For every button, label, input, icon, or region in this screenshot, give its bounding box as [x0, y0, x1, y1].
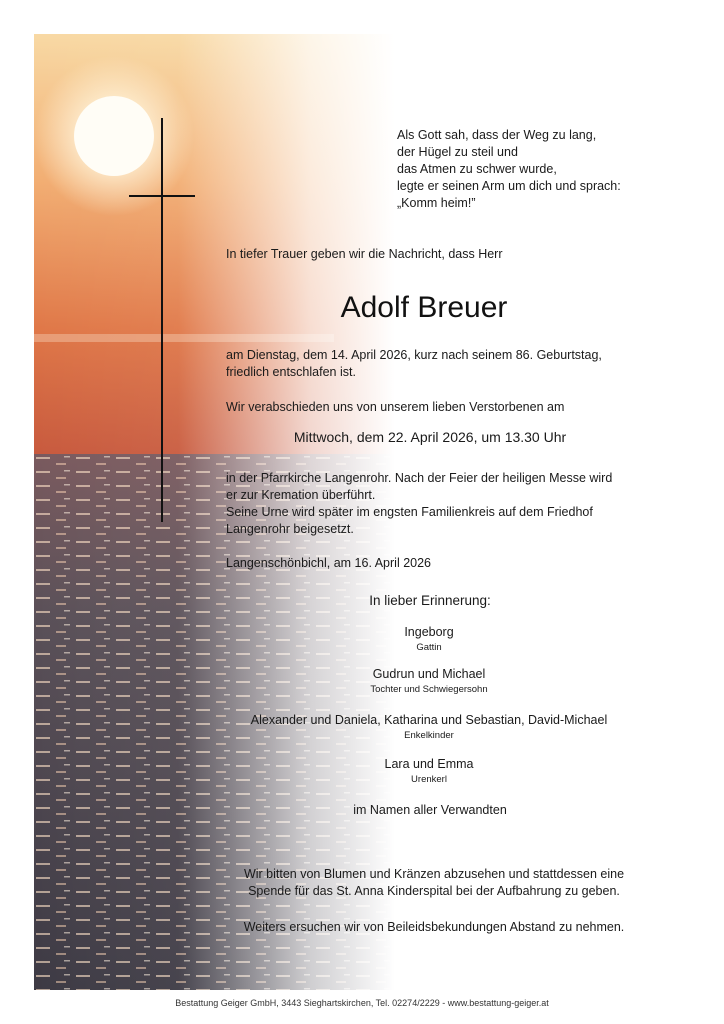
poem-line: das Atmen zu schwer wurde,: [397, 162, 557, 176]
poem-line: „Komm heim!”: [397, 196, 476, 210]
poem-line: Als Gott sah, dass der Weg zu lang,: [397, 128, 597, 142]
family-role: Urenkerl: [411, 774, 447, 785]
deceased-name: Adolf Breuer: [340, 291, 508, 324]
ceremony-line: Seine Urne wird später im engsten Familienkreis auf dem Friedhof: [226, 505, 593, 519]
ceremony-details: [226, 470, 634, 538]
family-entry: [184, 712, 674, 742]
death-line: am Dienstag, dem 14. April 2026, kurz nach seinem 86. Geburtstag,: [226, 348, 602, 362]
family-entry: [184, 666, 674, 696]
cross-horizontal-bar: [129, 195, 195, 197]
ceremony-line: er zur Kremation überführt.: [226, 488, 376, 502]
memory-heading: In lieber Erinnerung:: [369, 593, 491, 608]
donation-request: [224, 866, 644, 900]
place-date: Langenschönbichl, am 16. April 2026: [226, 556, 432, 570]
ceremony-date: Mittwoch, dem 22. April 2026, um 13.30 Uhr: [293, 429, 567, 445]
family-role: Enkelkinder: [404, 730, 454, 741]
obituary-card: [34, 34, 690, 990]
family-names: Alexander und Daniela, Katharina und Sebastian, David-Michael: [250, 713, 608, 727]
family-entry: [184, 624, 674, 654]
funeral-home-footer: Bestattung Geiger GmbH, 3443 Sieghartskirchen, Tel. 02274/2229 - www.bestattung-geiger.at: [175, 998, 549, 1008]
poem-line: legte er seinen Arm um dich und sprach:: [397, 179, 621, 193]
death-notice: [226, 347, 634, 381]
request-line: Spende für das St. Anna Kinderspital bei der Aufbahrung zu geben.: [248, 884, 620, 898]
poem: [397, 127, 677, 212]
condolence-note: Weiters ersuchen wir von Beileidsbekundungen Abstand zu nehmen.: [243, 920, 625, 934]
poem-line: der Hügel zu steil und: [397, 145, 518, 159]
request-line: Wir bitten von Blumen und Kränzen abzusehen und stattdessen eine: [243, 867, 625, 881]
cross-vertical-bar: [161, 118, 163, 522]
family-role: Tochter und Schwiegersohn: [370, 684, 488, 695]
ceremony-line: Langenrohr beigesetzt.: [226, 522, 354, 536]
death-line: friedlich entschlafen ist.: [226, 365, 356, 379]
family-names: Lara und Emma: [384, 757, 474, 771]
family-entry: [184, 756, 674, 786]
relatives-text: im Namen aller Verwandten: [353, 803, 507, 817]
family-role: Gattin: [416, 642, 442, 653]
ceremony-line: in der Pfarrkirche Langenrohr. Nach der Feier der heiligen Messe wird: [226, 471, 613, 485]
farewell-text: Wir verabschieden uns von unserem lieben Verstorbenen am: [226, 400, 565, 414]
intro-text: In tiefer Trauer geben wir die Nachricht, dass Herr: [226, 247, 503, 261]
family-names: Ingeborg: [404, 625, 454, 639]
family-names: Gudrun und Michael: [372, 667, 486, 681]
